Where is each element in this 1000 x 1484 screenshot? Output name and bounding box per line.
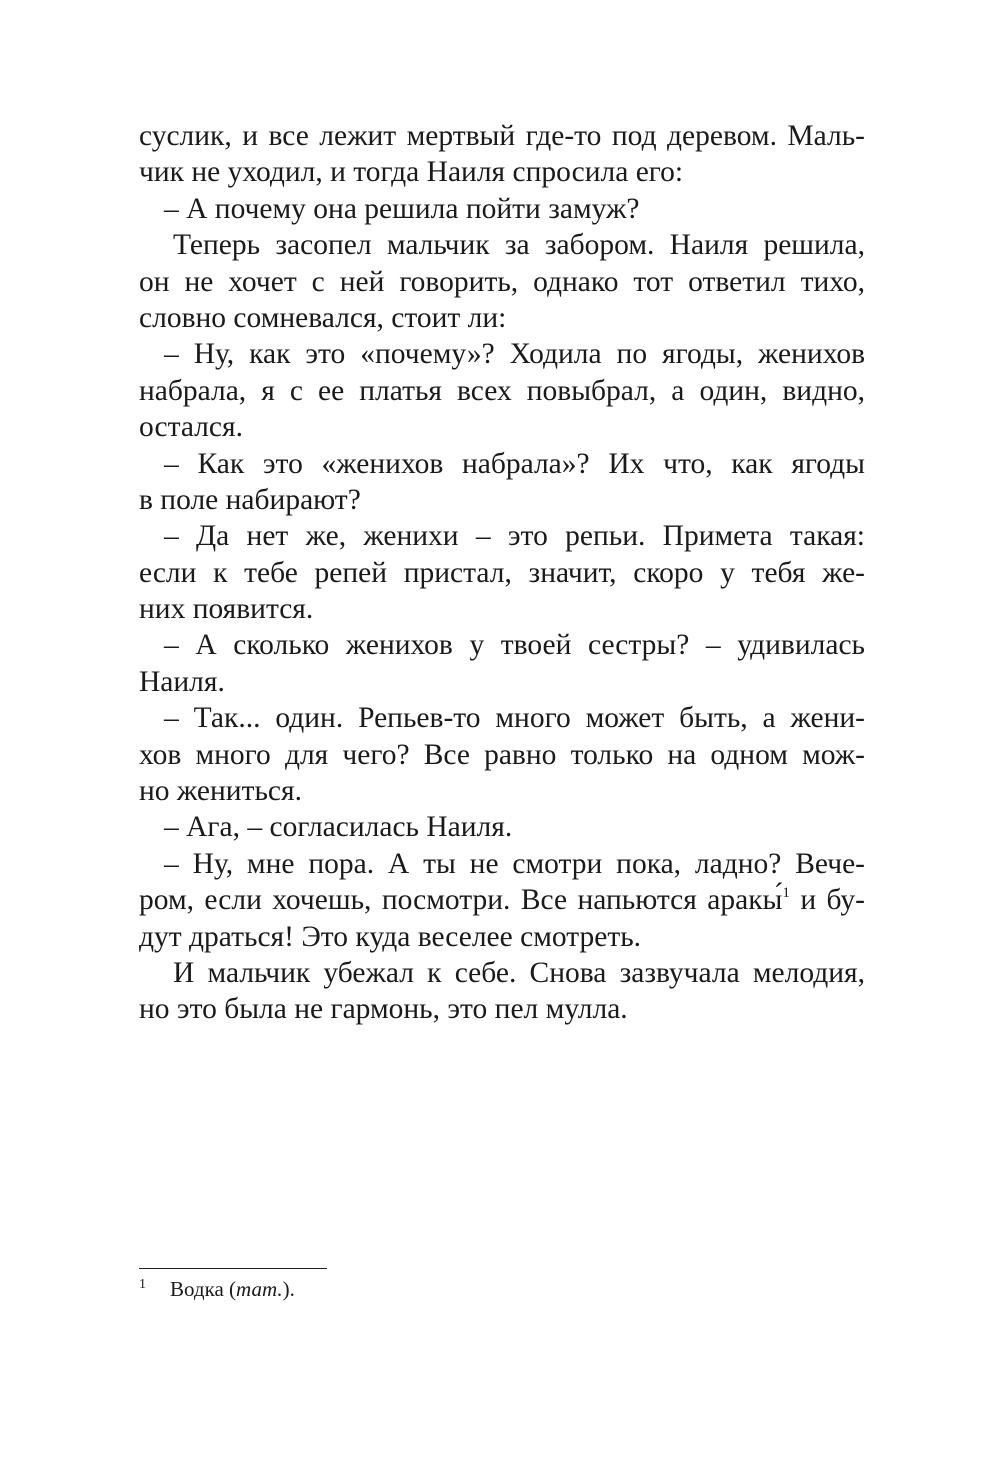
text-line: – Ну, мне пора. А ты не смотри пока, ладно? Вече-	[164, 847, 865, 880]
text-line: – Как это «женихов набрала»? Их что, как ягоды	[164, 447, 865, 480]
text-line: – А почему она решила пойти замуж?	[164, 192, 640, 225]
text-line: – Ну, как это «почему»? Ходила по ягоды, женихов	[164, 338, 865, 371]
text-line: Теперь засопел мальчик за забором. Наиля решила,	[173, 229, 865, 262]
footnote-text-part: ).	[282, 1277, 295, 1301]
text-line: остался.	[139, 411, 243, 444]
text-line: – Так... один. Репьев-то много может быть, а жени-	[164, 702, 865, 735]
text-line: – Ага, – согласилась Наиля.	[164, 811, 513, 844]
footnote: 1 Водка (тат.).	[139, 1277, 295, 1301]
text-line: суслик, и все лежит мертвый где-то под деревом. Маль-	[139, 120, 865, 152]
text-line: но это была не гармонь, это пел мулла.	[139, 993, 628, 1026]
text-line: них появится.	[139, 593, 314, 626]
text-line: дут драться! Это куда веселее смотреть.	[139, 920, 642, 953]
text-line: Наиля.	[139, 665, 225, 698]
text-line: чик не уходил, и тогда Наиля спросила его:	[139, 156, 684, 189]
text-line: И мальчик убежал к себе. Снова зазвучала мелодия,	[173, 956, 865, 989]
footnote-reference[interactable]: 1	[782, 885, 790, 902]
footnote-divider	[139, 1268, 327, 1269]
body-text	[139, 118, 865, 1028]
text-line: он не хочет с ней говорить, однако тот ответил тихо,	[139, 265, 865, 298]
text-line: в поле набирают?	[139, 483, 361, 516]
text-line: словно сомневался, стоит ли:	[139, 301, 507, 334]
text-line: набрала, я с ее платья всех повыбрал, а один, видно,	[139, 374, 865, 407]
footnote-text	[170, 1277, 295, 1301]
text-line	[139, 882, 865, 918]
text-line: но жениться.	[139, 775, 302, 808]
footnote-text-part: Водка (	[170, 1277, 237, 1301]
text-line: хов много для чего? Все равно только на одном мож-	[139, 738, 865, 771]
text-line: если к тебе репей пристал, значит, скоро у тебя же-	[139, 556, 865, 589]
text-line: – Да нет же, женихи – это репьи. Примета такая:	[164, 520, 865, 553]
text-span: ром, если хочешь, посмотри. Все напьются аракы́	[139, 884, 783, 917]
text-span: и бу-	[800, 884, 866, 917]
footnote-language-abbr: тат.	[236, 1277, 283, 1301]
text-line: – А сколько женихов у твоей сестры? – удивилась	[164, 629, 865, 662]
